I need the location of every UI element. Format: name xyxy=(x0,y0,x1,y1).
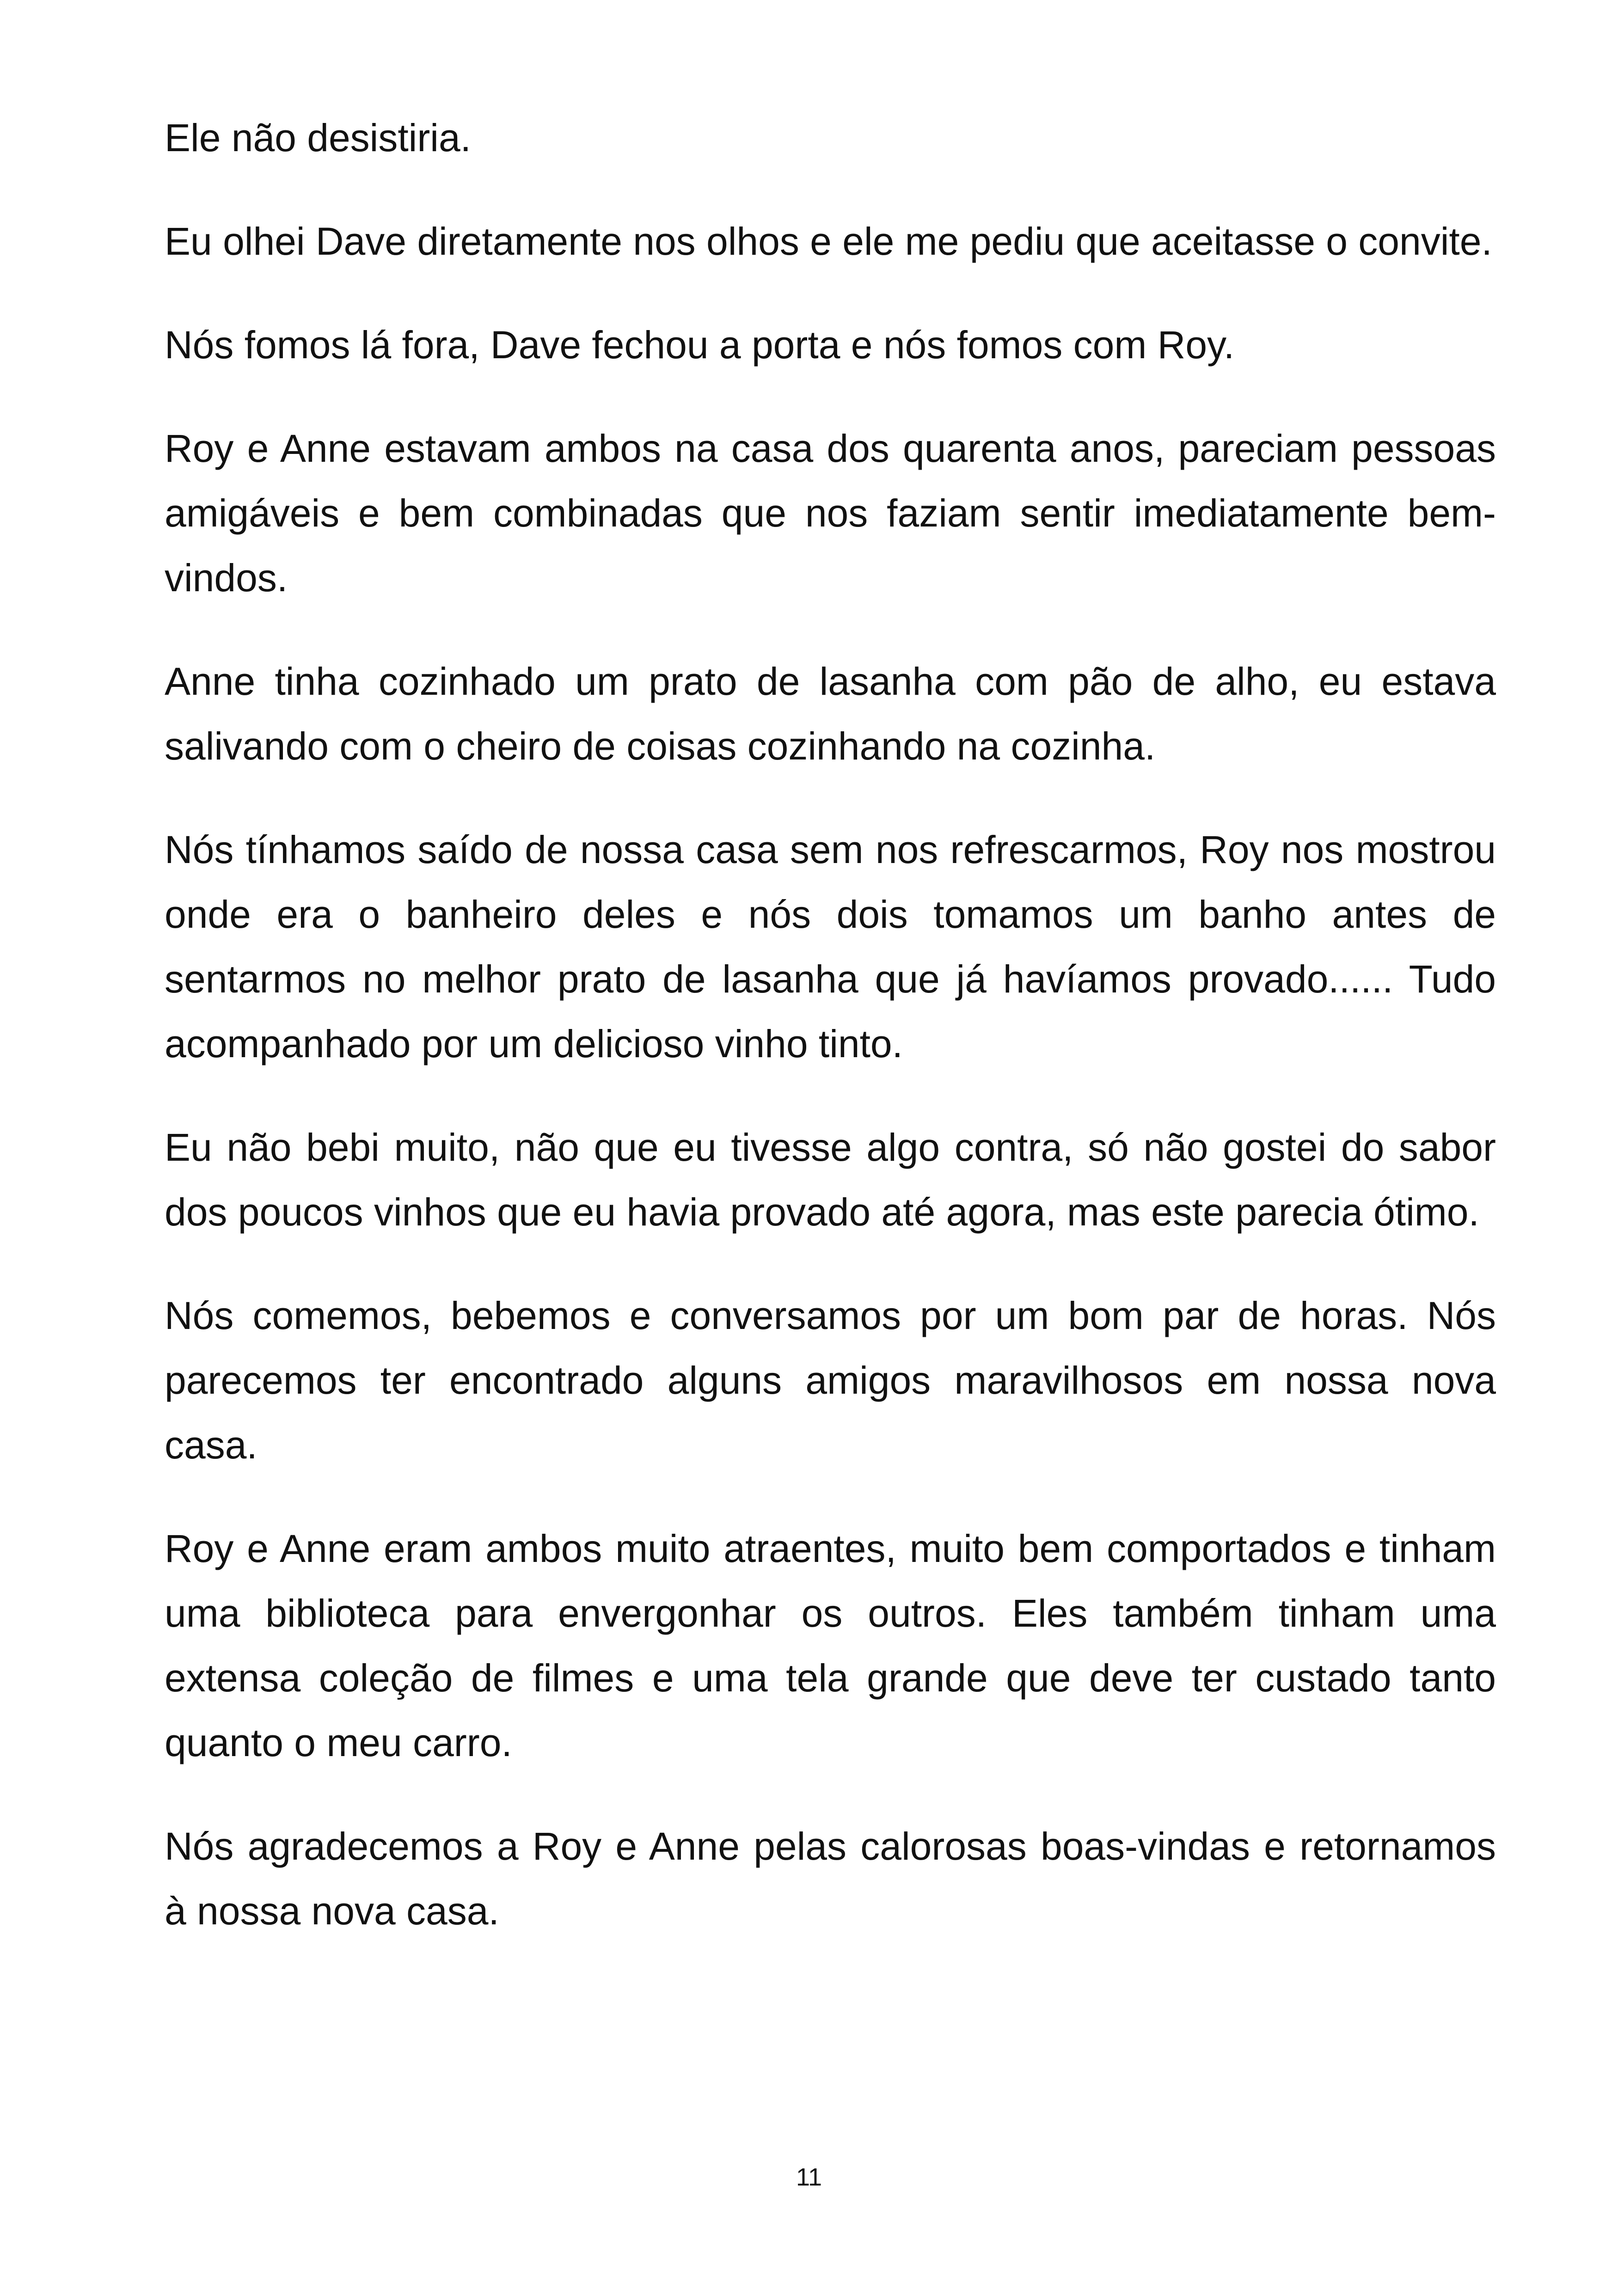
paragraph: Eu não bebi muito, não que eu tivesse algo contra, só não gostei do sabor dos poucos vinhos que eu havia provado até agora, mas este parecia ótimo. xyxy=(165,1126,1496,1234)
paragraph: Nós agradecemos a Roy e Anne pelas calorosas boas-vindas e retornamos à nossa nova casa. xyxy=(165,1825,1496,1933)
paragraph: Roy e Anne eram ambos muito atraentes, muito bem comportados e tinham uma biblioteca para envergonhar os outros. Eles também tinham uma extensa coleção de filmes e uma tela grande que deve ter custado tanto quanto o meu carro. xyxy=(165,1527,1496,1764)
paragraph: Nós tínhamos saído de nossa casa sem nos refrescarmos, Roy nos mostrou onde era o banheiro deles e nós dois tomamos um banho antes de sentarmos no melhor prato de lasanha que já havíamos provado...... Tudo acompanhado por um delicioso vinho tinto. xyxy=(165,828,1496,1065)
paragraph: Eu olhei Dave diretamente nos olhos e ele me pediu que aceitasse o convite. xyxy=(165,220,1492,263)
body-text xyxy=(165,105,1496,1982)
paragraph: Ele não desistiria. xyxy=(165,116,472,159)
paragraph: Anne tinha cozinhado um prato de lasanha com pão de alho, eu estava salivando com o cheiro de coisas cozinhando na cozinha. xyxy=(165,660,1496,768)
paragraph: Nós comemos, bebemos e conversamos por um bom par de horas. Nós parecemos ter encontrado alguns amigos maravilhosos em nossa nova casa. xyxy=(165,1294,1496,1467)
paragraph: Nós fomos lá fora, Dave fechou a porta e nós fomos com Roy. xyxy=(165,323,1235,367)
page-number: 11 xyxy=(796,2163,822,2191)
paragraph: Roy e Anne estavam ambos na casa dos quarenta anos, pareciam pessoas amigáveis e bem combinadas que nos faziam sentir imediatamente bem-vindos. xyxy=(165,427,1496,600)
